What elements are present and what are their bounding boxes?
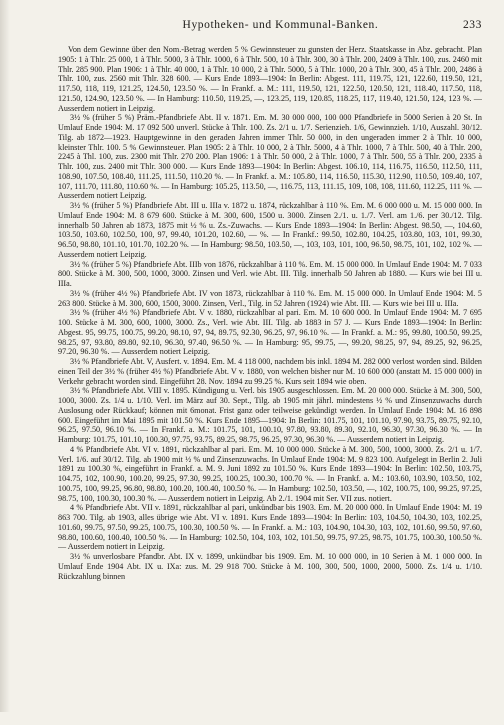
page-edge-shadow — [0, 0, 10, 712]
paragraph-pfandbriefe-abt-ix: 3½ % unverlosbare Pfandbr. Abt. IX v. 1899, unkündbar bis 1909. Em. M. 10 000 000, in 10 Serien à M. 1 000 000. In Umlauf Ende 1904 Abt. IX u. IXa: zus. M. 29 918 700. Stücke à M. 100, 300, 500, 1000, 2000, 5000. Zs. 1/4 u. 1/10. Rückzahlung binnen — [58, 552, 482, 581]
paragraph-pfandbriefe-abt-iiib: 3½ % (früher 5 %) Pfandbriefe Abt. IIIb von 1876, rückzahlbar à 110 %. Em. M. 15 000 000. In Umlauf Ende 1904: M. 7 033 800. Stücke à M. 300, 500, 1000, 3000. Zinsen und Verl. wie Abt. III. Tilg. innerhalb 50 Jahren ab 1880. — Kurs wie bei III u. IIIa. — [58, 259, 482, 288]
paragraph-praemien-pfandbriefe-abt-ii: 3½ % (früher 5 %) Präm.-Pfandbriefe Abt. II v. 1871. Em. M. 30 000 000, 100 000 Pfandbriefe in 5000 Serien à 20 St. In Umlauf Ende 1904: M. 17 092 500 unverl. Stücke à Thlr. 100. Zs. 2/1 u. 1/7. Serienzieh. 1/6, Gewinnzieh. 1/10, Auszahl. 30/12. Tilg. ab 1872—1923. Hauptgewinne in den geraden Jahren immer Thlr. 50 000, in den ungeraden immer 2 à Thlr. 10 000, kleinster Thlr. 100. 5 % Gewinnsteuer. Plan 1905: 2 à Thlr. 10 000, 2 à Thlr. 5000, 4 à Thlr. 1000, 7 à Thlr. 500, 40 à Thlr. 200, 2245 à Thl. 100, zus. 2300 mit Thlr. 270 200. Plan 1906: 1 à Thlr. 50 000, 2 à Thlr. 1000, 7 à Thlr. 500, 55 à Thlr. 200, 2335 à Thlr. 100, zus. 2400 mit Thlr. 300 000. — Kurs Ende 1893—1904: In Berlin: Abgest. 106.10, 114, 116.75, 116.50, 112.50, 111, 108.90, 107.50, 108.40, 111.25, 111.50, 110.20 %. — In Frankf. a. M.: 105.80, 114, 116.50, 115.30, 112.90, 110.50, 109.40, 107, 107, 111.70, 111.80, 110.60 %. — In Hamburg: 105.25, 113.50, —, 116.75, 113, 111.15, 109, 108, 108, 111.60, 112.25, 111 %. — Ausserdem notiert Leipzig. — [58, 113, 482, 201]
paragraph-gewinnsteuer: Von dem Gewinne über den Nom.-Betrag werden 5 % Gewinnsteuer zu gunsten der Herz. Staatskasse in Abz. gebracht. Plan 1905: 1 à Thlr. 25 000, 1 à Thlr. 5000, 3 à Thlr. 1000, 6 à Thlr. 500, 10 à Thlr. 300, 30 à Thlr. 200, 2409 à Thlr. 100, zus. 2460 mit Thlr. 285 900. Plan 1906: 1 à Thlr. 40 000, 1 à Thlr. 10 000, 2 à Thlr. 5000, 5 à Thlr. 1000, 20 à Thlr. 300, 45 à Thlr. 200, 2486 à Thlr. 100, zus. 2560 mit Thlr. 328 600. — Kurs Ende 1893—1904: In Berlin: Abgest. 111, 119.75, 121, 122.60, 119.50, 121, 117.50, 118, 119, 121.25, 124.50, 123.50 %. — In Frankf. a. M.: 111, 119.50, 121, 122.50, 120.50, 121, 118.40, 117.50, 118, 121.50, 124.90, 123.50 %. — In Hamburg: 110.50, 119.25, —, 123.25, 119, 120.85, 118.25, 117, 119.40, 121.50, 124, 123 %. — Ausserdem notiert in Leipzig. — [58, 45, 482, 113]
running-title: Hypotheken- und Kommunal-Banken. — [182, 19, 379, 31]
paragraph-pfandbriefe-abt-iv: 3½ % (früher 4½ %) Pfandbriefe Abt. IV von 1873, rückzahlbar à 110 %. Em. M. 15 000 000. In Umlauf Ende 1904: M. 5 263 800. Stücke à M. 300, 600, 1500, 3000. Zinsen, Verl., Tilg. in 52 Jahren (1924) wie Abt. III. — Kurs wie bei III u. IIIa. — [58, 288, 482, 308]
paragraph-pfandbriefe-abt-v: 3½ % (früher 4½ %) Pfandbriefe Abt. V v. 1880, rückzahlbar al pari. Em. M. 10 600 000. In Umlauf Ende 1904: M. 7 695 100. Stücke à M. 300, 600, 1000, 3000. Zs., Verl. wie Abt. III. Tilg. ab 1883 in 57 J. — Kurs Ende 1893—1904: In Berlin: Abgest. 95, 99.75, 100.75, 99.20, 98.10, 97, 94, 89.75, 92.30, 96.25, 97, 96.10 %. — In Frankf. a. M.: 95, 99.80, 100.50, 99.25, 98.25, 97, 93.80, 89.80, 92.10, 96.30, 97.40, 96.50 %. — In Hamburg: 95, 99.75, —, 99.20, 98.25, 97, 94, 89.25, 92, 96.25, 97.20, 96.30 %. — Ausserdem notiert Leipzig. — [58, 308, 482, 357]
paragraph-pfandbriefe-abt-vi: 4 % Pfandbriefe Abt. VI v. 1891, rückzahlbar al pari. Em. M. 10 000 000. Stücke à M. 300, 500, 1000, 3000. Zs. 2/1 u. 1/7. Verl. 1/6. auf 30/12. Tilg. ab 1900 mit ½ % und Zinsenzuwachs. In Umlauf Ende 1904: M. 9 823 100. Aufgelegt in Berlin 2. Juli 1891 zu 100.30 %, eingeführt in Frankf. a. M. 9. Juni 1892 zu 101.50 %. Kurs Ende 1893—1904: In Berlin: 102.50, 103.75, 104.75, 102, 100.90, 100.20, 99.25, 97.30, 99.25, 100.25, 100.30, 100.70 %. — In Frankf. a. M.: 103.60, 103.90, 103.50, 102, 100.75, 100, 99.25, 96.80, 98.80, 100.20, 100.40, 100.50 %. — In Hamburg: 102.50, 103.50, —, 102, 100.75, 100, 99.25, 97.25, 98.75, 100, 100.30, 100.30 %. — Ausserdem notiert in Leipzig. Ab 2./1. 1904 mit Ser. VII zus. notiert. — [58, 444, 482, 503]
paragraph-pfandbriefe-abt-viii: 3½ % Pfandbriefe Abt. VIII v. 1895. Kündigung u. Verl. bis 1905 ausgeschlossen. Em. M. 20 000 000. Stücke à M. 300, 500, 1000, 3000. Zs. 1/4 u. 1/10. Verl. im März auf 30. Sept., Tilg. ab 1905 mit jährl. mindestens ½ % und Zinsenzuwachs durch Auslosung oder Rückkauf; können mit 6monat. Frist ganz oder teilweise gekündigt werden. In Umlauf Ende 1904: M. 16 898 600. Eingeführt im Mai 1895 mit 101.50 %. Kurs Ende 1895—1904: In Berlin: 101.75, 101, 101.10, 97.90, 93.75, 89.75, 92.10, 96.25, 97.50, 96.10 %. — In Frankf. a. M.: 101.75, 101, 100.10, 97.80, 93.80, 89.30, 92.10, 96.30, 97.30, 96.30 %. — In Hamburg: 101.75, 101.10, 100.30, 97.75, 93.75, 89.25, 98.75, 96.25, 97.30, 96.30 %. — Ausserdem notiert in Leipzig. — [58, 386, 482, 444]
paragraph-pfandbriefe-abt-iii-iiia: 3½ % (früher 5 %) Pfandbriefe Abt. III u. IIIa v. 1872 u. 1874, rückzahlbar à 110 %. Em. M. 6 000 000 u. M. 15 000 000. In Umlauf Ende 1904: M. 8 679 600. Stücke à M. 300, 600, 1500 u. 3000. Zinsen 2./1. u. 1./7. Verl. am 1./6. per 30./12. Tilg. innerhalb 50 Jahren ab 1873, 1875 mit ½ % u. Zs.-Zuwachs. — Kurs Ende 1893—1904: In Berlin: Abgest. 98.50, —, 104.60, 103.50, 103.60, 102.50, 100, 97, 99.40, 101.20, 102.60, — %. — In Frankf.: 99.50, 102.80, 104.25, 103.80, 103, 101, 99.30, 96.50, 98.80, 101.10, 101.70, 102.20 %. — In Hamburg: 98.50, 103.50, —, 103, 103, 101, 100, 96.50, 98.75, 101, 102, 102 %. — Ausserdem notiert Leipzig. — [58, 201, 482, 259]
page-header — [58, 19, 482, 41]
body-text — [58, 45, 482, 725]
page-number: 233 — [462, 19, 482, 31]
paragraph-pfandbriefe-abt-vii: 4 % Pfandbriefe Abt. VII v. 1891, rückzahlbar al pari, unkündbar bis 1903. Em. M. 20 000 000. In Umlauf Ende 1904: M. 19 863 700. Tilg. ab 1903, alles übrige wie Abt. VI v. 1891. Kurs Ende 1893—1904: In Berlin: 103, 104.50, 104.30, 103, 102.25, 101.60, 99.75, 97.50, 99.25, 100.75, 100.30, 100.50 %. — In Frankf. a. M.: 103, 104.90, 104.30, 103, 102, 101.60, 99.50, 97.60, 98.80, 100.60, 100.40, 100.50 %. — In Hamburg: 102.50, 104, 103, 102, 101.50, 99.75, 97.25, 98.75, 101.75, 100.30, 100.50 %. — Ausserdem notiert in Leipzig. — [58, 503, 482, 552]
paragraph-pfandbriefe-abt-v-ausfert-1894: 3½ % Pfandbriefe Abt. V, Ausfert. v. 1894. Em. M. 4 118 000, nachdem bis inkl. 1894 M. 282 000 verlost worden sind. Bilden einen Teil der 3½ % (früher 4½ %) Pfandbriefe Abt. V v. 1880, von welchen bisher nur M. 10 600 000 (anstatt M. 15 000 000) in Verkehr gebracht worden sind. Eingeführt 28. Nov. 1894 zu 99.25 %. Kurs seit 1894 wie oben. — [58, 357, 482, 386]
